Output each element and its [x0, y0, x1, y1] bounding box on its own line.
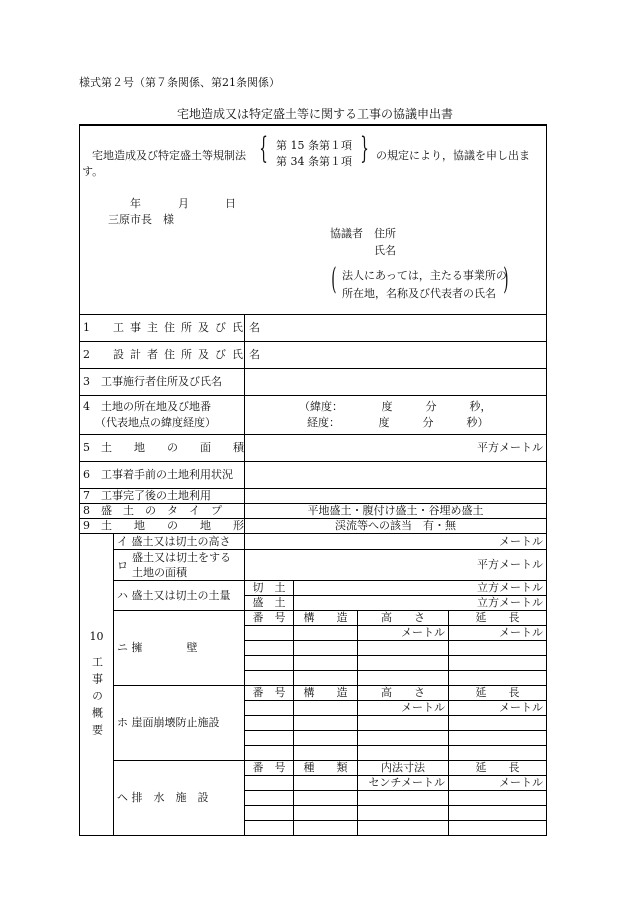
wall-header-no: 番 号: [245, 611, 294, 626]
slope-cell[interactable]: [449, 716, 547, 731]
row-5-unit[interactable]: 平方メートル: [245, 435, 547, 462]
slope-header-structure: 構 造: [294, 686, 358, 701]
drain-header-kind: 種 類: [294, 761, 358, 776]
drainage-label: ヘ 排 水 施 設: [114, 761, 245, 836]
brace-left: {: [259, 131, 268, 166]
details-table: [79, 314, 547, 836]
drain-cell[interactable]: [449, 806, 547, 821]
row-9-label: 9 土 地 の 地 形: [80, 519, 245, 534]
law-name: 宅地造成及び特定盛土等規制法: [92, 149, 246, 162]
row-7-label: 7 工事完了後の土地利用: [80, 489, 245, 504]
wall-header-structure: 構 造: [294, 611, 358, 626]
slope-header-length: 延 長: [449, 686, 547, 701]
application-box: [79, 124, 547, 316]
slope-length-unit[interactable]: メートル: [449, 701, 547, 716]
slope-cell[interactable]: [449, 731, 547, 746]
drain-cell[interactable]: [294, 821, 358, 836]
drain-cell[interactable]: [245, 791, 294, 806]
area-mark: ロ: [117, 559, 128, 572]
row-4-line-2: （代表地点の緯度経度）: [95, 416, 216, 429]
date-day: 日: [225, 197, 236, 210]
wall-cell[interactable]: [294, 641, 358, 656]
wall-cell[interactable]: [294, 671, 358, 686]
wall-cell[interactable]: [449, 656, 547, 671]
row-1-value[interactable]: [245, 315, 547, 342]
drain-header-dimension: 内法寸法: [358, 761, 449, 776]
wall-cell[interactable]: [358, 641, 449, 656]
address-label: 住所: [374, 227, 396, 240]
row-9-value[interactable]: 渓流等への該当 有・無: [245, 519, 547, 534]
drain-cell[interactable]: [245, 821, 294, 836]
longitude: 経度： 度 分 秒）: [307, 416, 489, 429]
drain-cell[interactable]: [245, 806, 294, 821]
applicant-label: 協議者: [330, 227, 363, 240]
row-10-label: [80, 534, 114, 836]
row-4-value[interactable]: [245, 396, 547, 435]
article-1: 第 15 条第１項: [276, 139, 352, 152]
wall-height-unit[interactable]: メートル: [358, 626, 449, 641]
slope-facility-label: ホ 崖面崩壊防止施設: [114, 686, 245, 761]
row-4-line-1: 4 土地の所在地及び地番: [83, 400, 211, 413]
row-8-label: 8 盛 土 の タ イ プ: [80, 504, 245, 519]
row-7-value[interactable]: [245, 489, 547, 504]
slope-cell[interactable]: [358, 716, 449, 731]
area-line-1: 盛土又は切土をする: [132, 551, 231, 564]
form-title: 宅地造成又は特定盛土等に関する工事の協議申出書: [176, 107, 453, 121]
drain-header-no: 番 号: [245, 761, 294, 776]
wall-cell[interactable]: [245, 656, 294, 671]
row-1-label: 1 工事主住所及び氏名: [80, 315, 245, 342]
slope-cell[interactable]: [358, 746, 449, 761]
wall-header-length: 延 長: [449, 611, 547, 626]
slope-cell[interactable]: [294, 716, 358, 731]
slope-cell[interactable]: [358, 731, 449, 746]
row-10-title: 工事の概要: [90, 656, 104, 741]
fill-unit[interactable]: 立方メートル: [294, 596, 547, 611]
row-3-label: 3 工事施行者住所及び氏名: [80, 369, 245, 396]
addressee: 三原市長 様: [108, 213, 174, 226]
slope-header-no: 番 号: [245, 686, 294, 701]
note-line-2: 所在地，名称及び代表者の氏名: [342, 287, 496, 300]
note-bracket-right: ): [503, 262, 509, 297]
volume-label: ハ 盛土又は切土の土量: [114, 581, 245, 611]
drain-header-length: 延 長: [449, 761, 547, 776]
row-2-label: 2 設計者住所及び氏名: [80, 342, 245, 369]
note-line-1: 法人にあっては，主たる事業所の: [342, 269, 507, 282]
area-line-2: 土地の面積: [132, 566, 187, 579]
drain-cell[interactable]: [358, 806, 449, 821]
drain-cell[interactable]: [449, 821, 547, 836]
article-2: 第 34 条第１項: [276, 155, 352, 168]
row-6-label: 6 工事着手前の土地利用状況: [80, 462, 245, 489]
drain-cell[interactable]: [294, 776, 358, 791]
drain-cell[interactable]: [358, 791, 449, 806]
slope-cell[interactable]: [294, 701, 358, 716]
height-unit[interactable]: メートル: [245, 534, 547, 550]
drain-cell[interactable]: [358, 821, 449, 836]
drain-cell[interactable]: [294, 791, 358, 806]
row-5-label: 5 土 地 の 面 積: [80, 435, 245, 462]
slope-cell[interactable]: [294, 746, 358, 761]
slope-cell[interactable]: [245, 716, 294, 731]
name-label: 氏名: [374, 244, 396, 257]
slope-header-height: 高 さ: [358, 686, 449, 701]
cut-label: 切 土: [245, 581, 294, 596]
slope-height-unit[interactable]: メートル: [358, 701, 449, 716]
wall-cell[interactable]: [294, 656, 358, 671]
wall-cell[interactable]: [358, 671, 449, 686]
drain-dimension-unit[interactable]: センチメートル: [358, 776, 449, 791]
row-10-number: 10: [89, 630, 104, 643]
wall-cell[interactable]: [245, 641, 294, 656]
slope-cell[interactable]: [245, 731, 294, 746]
slope-cell[interactable]: [245, 701, 294, 716]
form-id: 様式第２号（第７条関係、第21条関係）: [79, 76, 280, 89]
latitude: （緯度： 度 分 秒，: [299, 400, 492, 413]
drain-cell[interactable]: [449, 791, 547, 806]
wall-cell[interactable]: [449, 671, 547, 686]
date-month: 月: [178, 197, 189, 210]
date-year: 年: [130, 197, 141, 210]
drain-length-unit[interactable]: メートル: [449, 776, 547, 791]
retaining-wall-label: ニ 擁 壁: [114, 611, 245, 686]
area-unit[interactable]: 平方メートル: [245, 550, 547, 581]
note-bracket-left: (: [331, 262, 337, 297]
wall-cell[interactable]: [358, 656, 449, 671]
wall-cell[interactable]: [449, 641, 547, 656]
wall-cell[interactable]: [245, 671, 294, 686]
cut-unit[interactable]: 立方メートル: [294, 581, 547, 596]
wall-header-height: 高 さ: [358, 611, 449, 626]
wall-cell[interactable]: [294, 626, 358, 641]
wall-length-unit[interactable]: メートル: [449, 626, 547, 641]
row-2-value[interactable]: [245, 342, 547, 369]
row-8-value[interactable]: 平地盛土・腹付け盛土・谷埋め盛土: [245, 504, 547, 519]
slope-cell[interactable]: [449, 746, 547, 761]
area-label: [114, 550, 245, 581]
intro-tail: の規定により，協議を申し出ま: [376, 149, 530, 162]
drain-cell[interactable]: [294, 806, 358, 821]
wall-cell[interactable]: [245, 626, 294, 641]
brace-right: }: [360, 131, 369, 166]
row-4-label: [80, 396, 245, 435]
fill-label: 盛 土: [245, 596, 294, 611]
row-3-value[interactable]: [245, 369, 547, 396]
slope-cell[interactable]: [294, 731, 358, 746]
height-label: イ 盛土又は切土の高さ: [114, 534, 245, 550]
intro-tail-2: す。: [82, 165, 104, 178]
row-6-value[interactable]: [245, 462, 547, 489]
slope-cell[interactable]: [245, 746, 294, 761]
drain-cell[interactable]: [245, 776, 294, 791]
